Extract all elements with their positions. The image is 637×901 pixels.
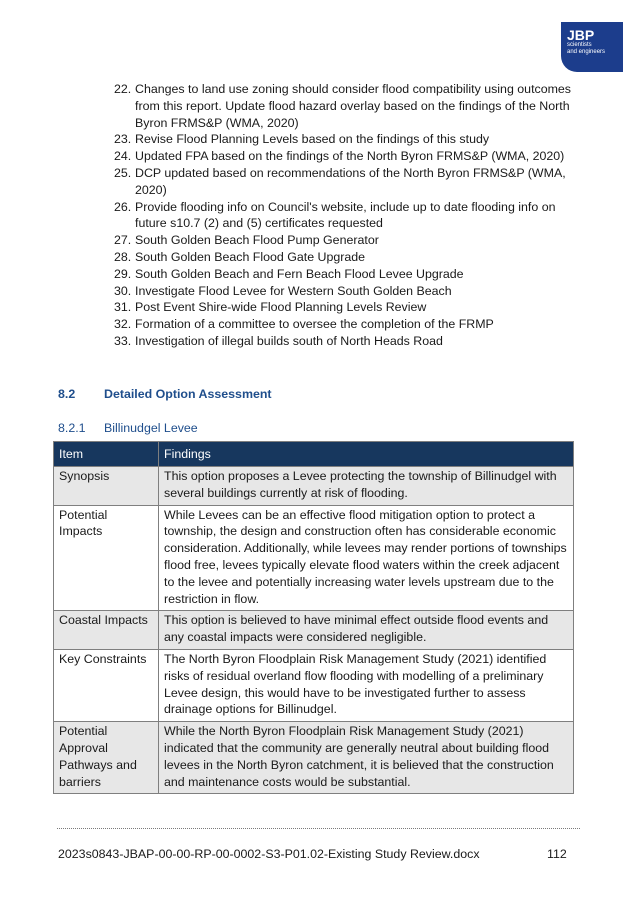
subsection-number: 8.2.1 [58, 421, 86, 435]
list-item [114, 333, 584, 350]
table-header-row [54, 442, 574, 467]
list-item-text: DCP updated based on recommendations of the North Byron FRMS&P (WMA, 2020) [135, 165, 566, 197]
subsection-title: Billinudgel Levee [104, 421, 198, 435]
list-item-text: Formation of a committee to oversee the completion of the FRMP [135, 317, 494, 332]
list-item-text: Post Event Shire-wide Flood Planning Levels Review [135, 300, 427, 315]
header-findings: Findings [159, 442, 574, 467]
logo-tagline-line1: scientists [567, 42, 592, 48]
list-item-number: 31. [114, 300, 132, 315]
footer-page-number: 112 [547, 847, 567, 861]
list-item [114, 148, 584, 165]
subsection-heading [58, 421, 198, 435]
list-item-number: 33. [114, 333, 132, 348]
list-item-number: 24. [114, 149, 132, 164]
list-item-text: South Golden Beach Flood Pump Generator [135, 233, 379, 248]
list-item [114, 316, 584, 333]
list-item-text: Changes to land use zoning should consider flood compatibility using outcomes from this report. Update flood hazard overlay based on the findings of the North Byron FRMS&P (WMA, 2020) [135, 82, 572, 130]
list-item [114, 283, 584, 300]
footer-divider [57, 828, 580, 829]
list-item [114, 299, 584, 316]
list-item [114, 131, 584, 148]
list-item-number: 29. [114, 266, 132, 281]
table-row [54, 467, 574, 506]
row-findings-cell: The North Byron Floodplain Risk Management Study (2021) identified risks of residual overland flow flooding with modelling of a preliminary Levee design, this would have to be investigated further to assess drainage options for Billinudgel. [159, 649, 574, 721]
list-item-text: South Golden Beach Flood Gate Upgrade [135, 249, 366, 264]
list-item-number: 25. [114, 165, 132, 180]
list-item-number: 27. [114, 233, 132, 248]
list-item [114, 165, 584, 199]
list-item [114, 199, 584, 233]
list-item [114, 266, 584, 283]
row-item-cell: Potential Approval Pathways and barriers [54, 722, 159, 794]
company-logo [561, 22, 623, 72]
list-item-number: 32. [114, 317, 132, 332]
row-item-cell: Potential Impacts [54, 505, 159, 611]
row-findings-cell: While Levees can be an effective flood mitigation option to protect a township, the design and construction often has considerable economic consideration. Additionally, while levees may render portions of townships flood free, levees typically elevate flood waters within the creek adjacent to the levee and potentially increasing water levels upstream due to the restriction in flow. [159, 505, 574, 611]
row-item-cell: Synopsis [54, 467, 159, 506]
logo-tagline-line2: and engineers [567, 48, 606, 55]
table-body [54, 467, 574, 794]
table-row [54, 505, 574, 611]
row-findings-cell: This option is believed to have minimal effect outside flood events and any coastal impacts were considered negligible. [159, 611, 574, 650]
section-heading [58, 387, 272, 401]
footer-document-reference: 2023s0843-JBAP-00-00-RP-00-0002-S3-P01.02-Existing Study Review.docx [58, 847, 480, 861]
header-item: Item [54, 442, 159, 467]
row-findings-cell: This option proposes a Levee protecting the township of Billinudgel with several buildings currently at risk of flooding. [159, 467, 574, 506]
list-item-number: 28. [114, 249, 132, 264]
list-item-number: 30. [114, 283, 132, 298]
list-item-number: 23. [114, 132, 132, 147]
list-item-text: Provide flooding info on Council's website, include up to date flooding info on future s10.7 (2) and (5) certificates requested [135, 199, 556, 231]
section-number: 8.2 [58, 387, 76, 401]
list-item-number: 22. [114, 82, 132, 96]
table-row [54, 611, 574, 650]
logo-brand: JBP [567, 27, 595, 43]
list-item-text: Investigate Flood Levee for Western South Golden Beach [135, 283, 452, 298]
list-item-text: Revise Flood Planning Levels based on the findings of this study [135, 132, 490, 147]
list-item-text: Updated FPA based on the findings of the North Byron FRMS&P (WMA, 2020) [135, 149, 565, 164]
table-row [54, 722, 574, 794]
list-item [114, 249, 584, 266]
section-title: Detailed Option Assessment [104, 387, 272, 401]
list-item [114, 81, 584, 131]
table-row [54, 649, 574, 721]
numbered-action-list [114, 81, 584, 350]
option-assessment-table [53, 441, 574, 794]
row-item-cell: Key Constraints [54, 649, 159, 721]
row-findings-cell: While the North Byron Floodplain Risk Management Study (2021) indicated that the community are generally neutral about building flood levees in the North Byron catchment, it is believed that the construction and maintenance costs would be substantial. [159, 722, 574, 794]
row-item-cell: Coastal Impacts [54, 611, 159, 650]
list-item-text: South Golden Beach and Fern Beach Flood Levee Upgrade [135, 266, 464, 281]
list-item [114, 232, 584, 249]
list-item-text: Investigation of illegal builds south of North Heads Road [135, 333, 443, 348]
list-item-number: 26. [114, 199, 132, 214]
